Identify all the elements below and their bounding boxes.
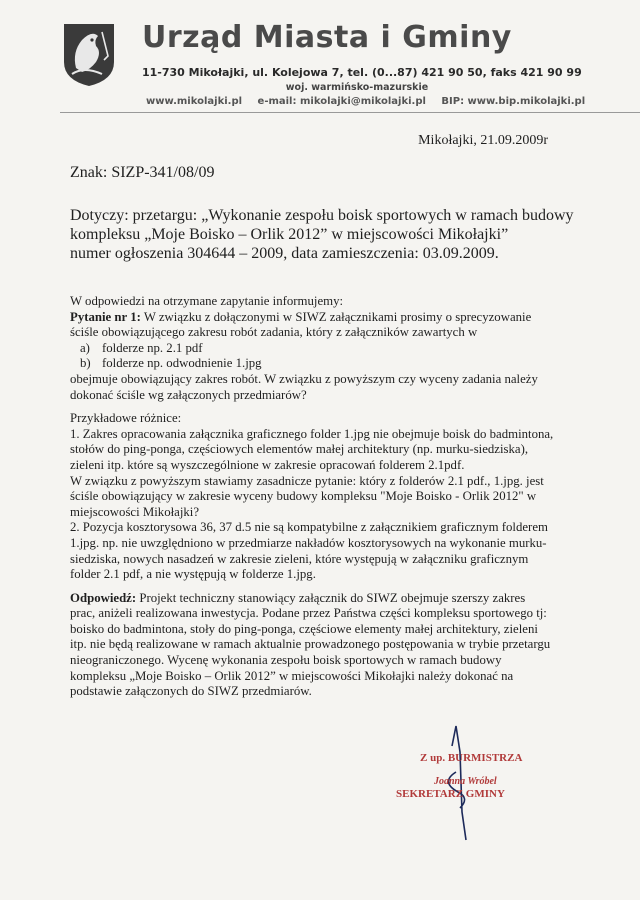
answer-line: prac, aniżeli realizowana inwestycja. Podane przez Państwa części kompleksu sportowego tj:: [70, 606, 547, 621]
subject: [70, 206, 590, 263]
subject-line: kompleksu „Moje Boisko – Orlik 2012” w miejscowości Mikołajki”: [70, 226, 509, 243]
question-label: Pytanie nr 1:: [70, 309, 141, 324]
answer-line: boisko do badmintona, stoły do ping-ponga, częściowe elementy małej architektury, zieleni: [70, 621, 538, 636]
office-address: 11-730 Mikołajki, ul. Kolejowa 7, tel. (0...87) 421 90 50, faks 421 90 99: [142, 66, 582, 79]
example-line: 1. Zakres opracowania załącznika graficznego folder 1.jpg nie obejmuje boisk do badmintona,: [70, 426, 554, 441]
example-line: 2. Pozycja kosztorysowa 36, 37 d.5 nie są kompatybilne z załącznikiem graficznym folderem: [70, 520, 548, 535]
letter-body: [70, 294, 580, 700]
signature-stamp: [396, 712, 580, 852]
letterhead-divider: [60, 112, 640, 113]
question-line: obejmuje obowiązujący zakres robót. W związku z powyższym czy wyceny zadania należy: [70, 371, 538, 386]
question-line: Pytanie nr 1: W związku z dołączonymi w SIWZ załącznikami prosimy o sprecyzowanie: [70, 309, 532, 324]
answer-line: kompleksu „Moje Boisko – Orlik 2012” w miejscowości Mikołajki należy dokonać na: [70, 668, 514, 683]
examples-heading: Przykładowe różnice:: [70, 411, 182, 426]
answer-line: itp. nie będą realizowane w ramach aktualnie prowadzonego postępowania w trybie przetargu: [70, 637, 551, 652]
example-line: 1.jpg. np. nie uwzględniono w przedmiarze nakładów kosztorysowych na wykonanie murku-: [70, 535, 547, 550]
email-link[interactable]: e-mail: mikolajki@mikolajki.pl: [257, 96, 426, 107]
answer-line: Odpowiedź: Projekt techniczny stanowiący załącznik do SIWZ obejmuje szerszy zakres: [70, 590, 526, 605]
reference-number: Znak: SIZP-341/08/09: [70, 164, 215, 181]
office-region: woj. warmińsko-mazurskie: [285, 82, 429, 93]
letterhead: [60, 18, 586, 113]
coat-of-arms-fish-icon: [62, 22, 116, 88]
example-line: zieleni itp. które są wyszczególnione w zakresie opracowań folderem 2.1pdf.: [70, 457, 465, 472]
answer-line: podstawie załączonych do SIWZ przedmiarów.: [70, 684, 312, 699]
example-line: miejscowości Mikołajki?: [70, 504, 200, 519]
subject-line: Dotyczy: przetargu: „Wykonanie zespołu boisk sportowych w ramach budowy: [70, 207, 574, 224]
office-contact: [146, 96, 586, 107]
example-line: siedziska, nowych nasadzeń w zakresie zieleni, które występują w załączniku graficznym: [70, 551, 529, 566]
example-line: W związku z powyższym stawiamy zasadnicze pytanie: który z folderów 2.1 pdf., 1.jpg. jest: [70, 473, 544, 488]
website-link[interactable]: www.mikolajki.pl: [146, 96, 243, 107]
answer-line: nieograniczonego. Wycenę wykonania zespołu boisk sportowych w ramach budowy: [70, 653, 502, 668]
list-item: b) folderze np. odwodnienie 1.jpg: [80, 356, 262, 371]
stamp-line: Z up. BURMISTRZA: [420, 752, 523, 764]
office-name: Urząd Miasta i Gminy: [142, 20, 512, 55]
example-line: stołów do ping-ponga, częściowych elementów małej architektury (np. murku-siedziska),: [70, 442, 529, 457]
list-item: a) folderze np. 2.1 pdf: [80, 340, 203, 355]
example-line: folder 2.1 pdf, a nie występują w folderze 1.jpg.: [70, 567, 316, 582]
question-line: ściśle obowiązującego zakresu robót zadania, który z załączników zawartych w: [70, 325, 478, 340]
question-line: dokonać ściśle wg załączonych przedmiarów?: [70, 387, 307, 402]
letter-date: Mikołajki, 21.09.2009r: [418, 133, 548, 148]
example-line: ściśle obowiązujący w zakresie wyceny budowy kompleksu "Moje Boisko - Orlik 2012" w: [70, 489, 537, 504]
intro-text: W odpowiedzi na otrzymane zapytanie informujemy:: [70, 294, 344, 308]
answer-label: Odpowiedź:: [70, 590, 137, 605]
stamp-line: SEKRETARZ GMINY: [396, 788, 505, 800]
stamp-name: Joanna Wróbel: [434, 776, 497, 787]
subject-line: numer ogłoszenia 304644 – 2009, data zamieszczenia: 03.09.2009.: [70, 245, 499, 262]
bip-link[interactable]: BIP: www.bip.mikolajki.pl: [441, 96, 586, 107]
